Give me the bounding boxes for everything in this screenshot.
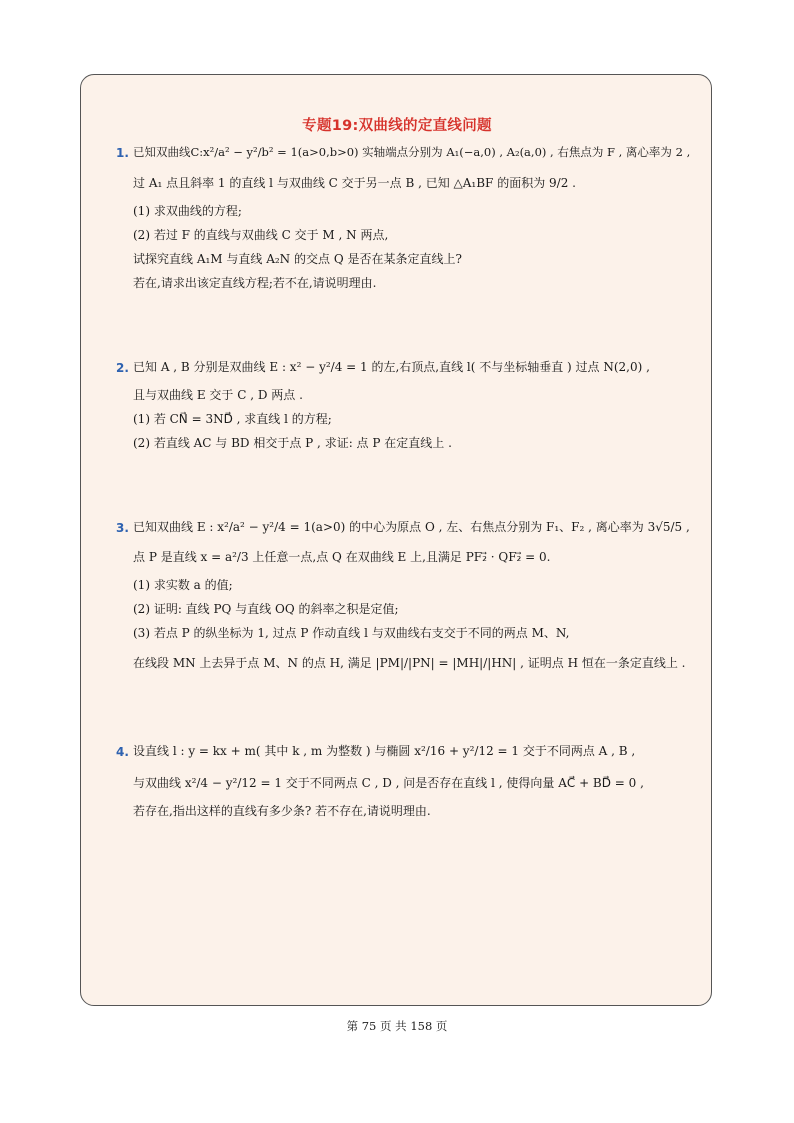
problem-2-line-3: (1) 若 CN⃗ = 3ND⃗ , 求直线 l 的方程; — [133, 412, 332, 426]
problem-2-line-1: 已知 A , B 分别是双曲线 E : x² − y²/4 = 1 的左,右顶点,直线 l( 不与坐标轴垂直 ) 过点 N(2,0) , — [133, 360, 650, 374]
problem-2-line-4: (2) 若直线 AC 与 BD 相交于点 P , 求证: 点 P 在定直线上 . — [133, 436, 452, 450]
problem-1-number: 1. — [116, 146, 129, 160]
page-footer: 第 75 页 共 158 页 — [346, 1019, 448, 1033]
problem-3-line-6: 在线段 MN 上去异于点 M、N 的点 H, 满足 |PM|/|PN| = |MH|/|HN| , 证明点 H 恒在一条定直线上 . — [133, 656, 686, 670]
problem-3-line-3: (1) 求实数 a 的值; — [133, 578, 233, 592]
problem-4-line-2: 与双曲线 x²/4 − y²/12 = 1 交于不同两点 C , D , 问是否存在直线 l , 使得向量 AC⃗ + BD⃗ = 0 , — [133, 776, 644, 790]
page-title: 专题19:双曲线的定直线问题 — [302, 118, 492, 134]
problem-4-line-1: 设直线 l : y = kx + m( 其中 k , m 为整数 ) 与椭圆 x²/16 + y²/12 = 1 交于不同两点 A , B , — [133, 744, 636, 758]
problem-1-line-2: 过 A₁ 点且斜率 1 的直线 l 与双曲线 C 交于另一点 B , 已知 △A₁BF 的面积为 9/2 . — [133, 176, 576, 190]
problem-3-line-2: 点 P 是直线 x = a²/3 上任意一点,点 Q 在双曲线 E 上,且满足 PF₂⃗ · QF₂⃗ = 0. — [133, 550, 551, 564]
problem-1-line-3: (1) 求双曲线的方程; — [133, 204, 242, 218]
problem-1-line-1: 已知双曲线C:x²/a² − y²/b² = 1(a>0,b>0) 实轴端点分别为 A₁(−a,0) , A₂(a,0) , 右焦点为 F , 离心率为 2 , — [133, 145, 691, 159]
problem-2-line-2: 且与双曲线 E 交于 C , D 两点 . — [133, 388, 303, 402]
problem-3-number: 3. — [116, 521, 129, 535]
problem-1-line-4: (2) 若过 F 的直线与双曲线 C 交于 M , N 两点, — [133, 228, 389, 242]
problem-3-line-4: (2) 证明: 直线 PQ 与直线 OQ 的斜率之积是定值; — [133, 602, 399, 616]
problem-4-number: 4. — [116, 745, 129, 759]
problem-3-line-5: (3) 若点 P 的纵坐标为 1, 过点 P 作动直线 l 与双曲线右支交于不同的两点 M、N, — [133, 626, 570, 640]
problem-4-line-3: 若存在,指出这样的直线有多少条? 若不存在,请说明理由. — [133, 804, 431, 818]
problem-1-line-6: 若在,请求出该定直线方程;若不在,请说明理由. — [133, 276, 377, 290]
problem-2-number: 2. — [116, 361, 129, 375]
problem-3-line-1: 已知双曲线 E : x²/a² − y²/4 = 1(a>0) 的中心为原点 O , 左、右焦点分别为 F₁、F₂ , 离心率为 3√5/5 , — [133, 520, 690, 534]
problem-1-line-5: 试探究直线 A₁M 与直线 A₂N 的交点 Q 是否在某条定直线上? — [133, 252, 462, 266]
